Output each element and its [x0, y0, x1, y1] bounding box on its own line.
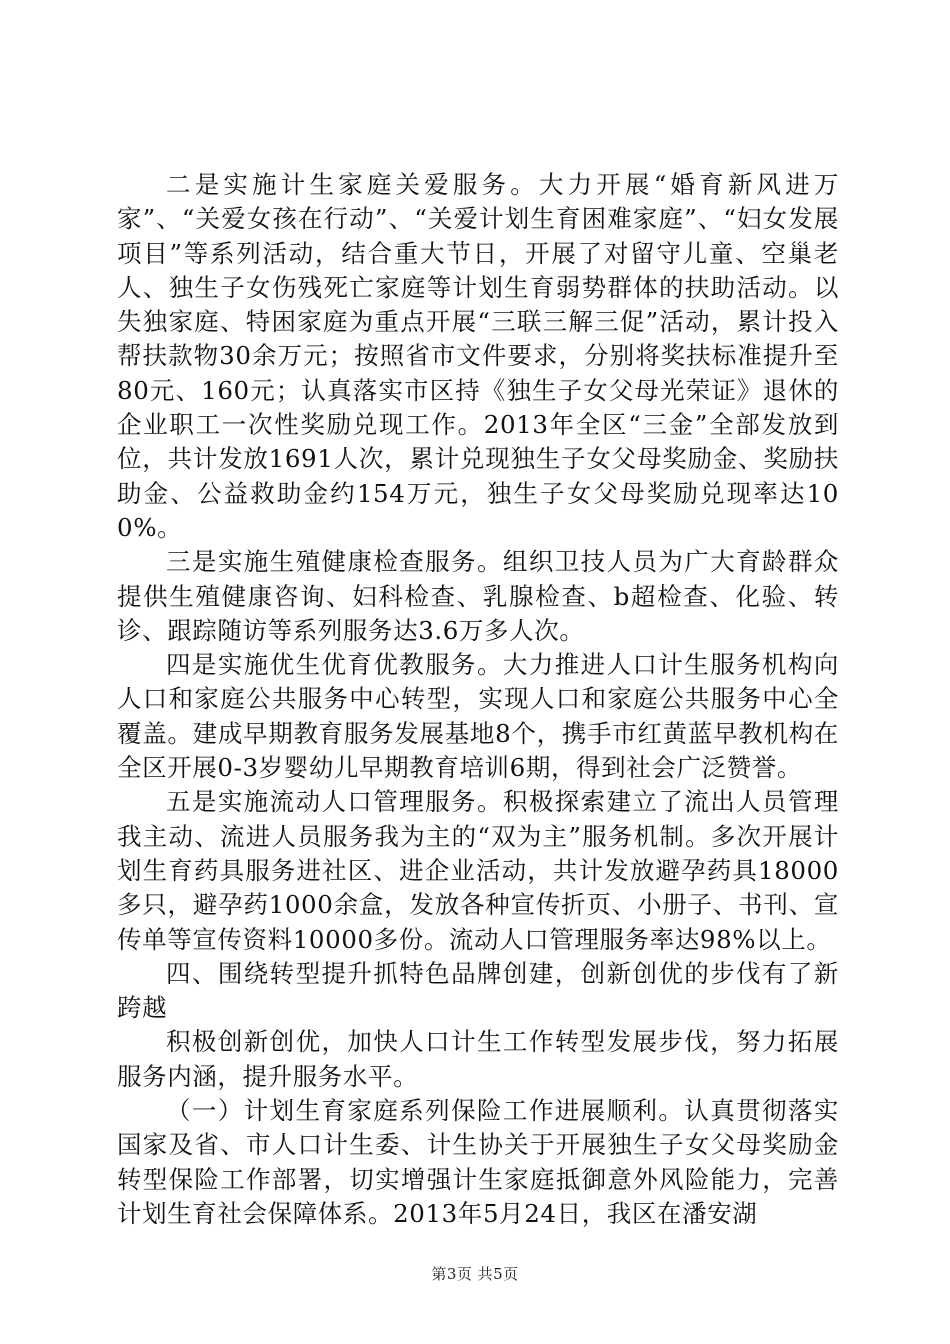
- paragraph-floating-population-service: 五是实施流动人口管理服务。积极探索建立了流出人员管理我主动、流进人员服务我为主的“双为主”服务机制。多次开展计划生育药具服务进社区、进企业活动，共计发放避孕药具18000多只，避孕药1000余盒，发放各种宣传折页、小册子、书刊、宣传单等宣传资料10000多份。流动人口管理服务率达98%以上。: [117, 787, 839, 954]
- paragraph-eugenics-education-service: 四是实施优生优育优教服务。大力推进人口计生服务机构向人口和家庭公共服务中心转型，实现人口和家庭公共服务中心全覆盖。建成早期教育服务发展基地8个，携手市红黄蓝早教机构在全区开展0-3岁婴幼儿早期教育培训6期，得到社会广泛赞誉。: [117, 650, 839, 783]
- paragraph-family-care-service: 二是实施计生家庭关爱服务。大力开展“婚育新风进万家”、“关爱女孩在行动”、“关爱计划生育困难家庭”、“妇女发展项目”等系列活动，结合重大节日，开展了对留守儿童、空巢老人、独生子女伤残死亡家庭等计划生育弱势群体的扶助活动。以失独家庭、特困家庭为重点开展“三联三解三促”活动，累计投入帮扶款物30余万元；按照省市文件要求，分别将奖扶标准提升至80元、160元；认真落实市区持《独生子女父母光荣证》退休的企业职工一次性奖励兑现工作。2013年全区“三金”全部发放到位，共计发放1691人次，累计兑现独生子女父母奖励金、奖励扶助金、公益救助金约154万元，独生子女父母奖励兑现率达100%。: [117, 170, 839, 542]
- page-number-footer: 第3页 共5页: [431, 1265, 519, 1283]
- paragraph-insurance-work: （一）计划生育家庭系列保险工作进展顺利。认真贯彻落实国家及省、市人口计生委、计生协关于开展独生子女父母奖励金转型保险工作部署，切实增强计生家庭抵御意外风险能力，完善计划生育社会保障体系。2013年5月24日，我区在潘安湖: [117, 1096, 839, 1228]
- document-body: [117, 168, 839, 1231]
- section-heading-brand-innovation: 四、围绕转型提升抓特色品牌创建，创新创优的步伐有了新跨越: [117, 958, 839, 1023]
- paragraph-innovation-intro: 积极创新创优，加快人口计生工作转型发展步伐，努力拓展服务内涵，提升服务水平。: [117, 1027, 839, 1091]
- paragraph-reproductive-health-service: 三是实施生殖健康检查服务。组织卫技人员为广大育龄群众提供生殖健康咨询、妇科检查、乳腺检查、b超检查、化验、转诊、跟踪随访等系列服务达3.6万多人次。: [117, 547, 839, 645]
